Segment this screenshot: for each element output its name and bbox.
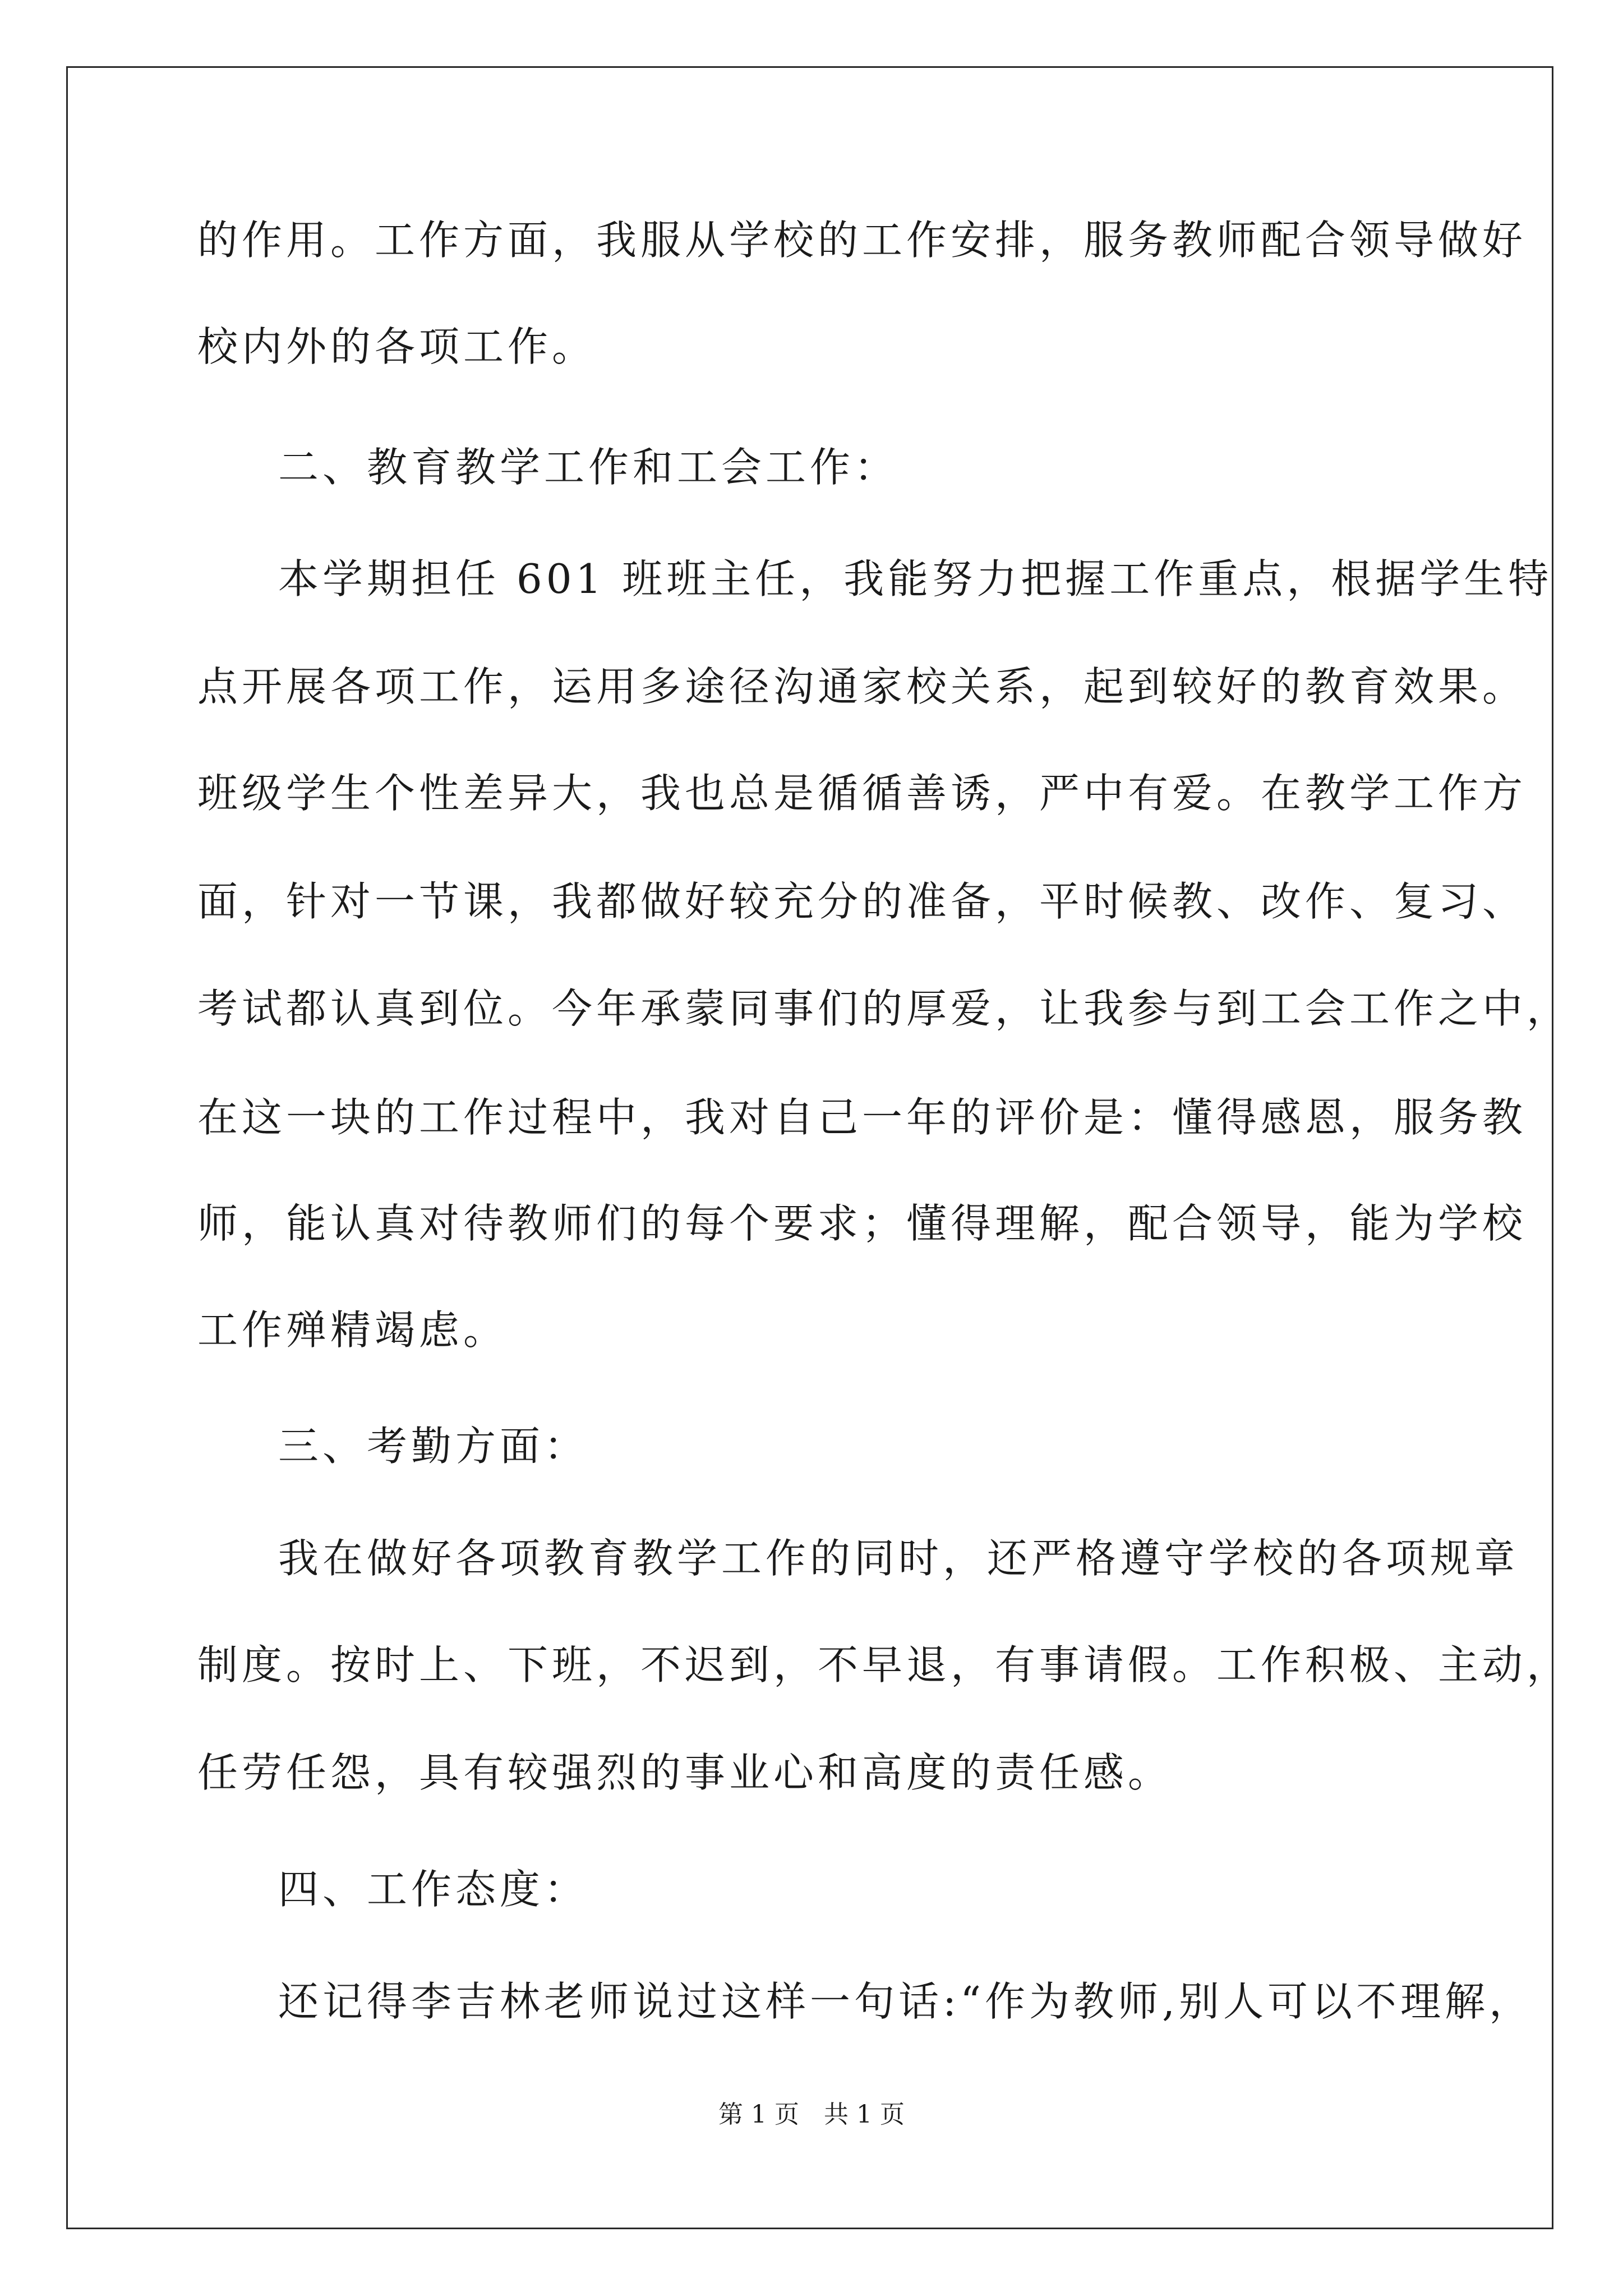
paragraph-line: 师，能认真对待教师们的每个要求；懂得理解，配合领导，能为学校 [197,1200,1527,1247]
paragraph-line: 还记得李吉林老师说过这样一句话:“作为教师,别人可以不理解， [278,1978,1533,2025]
paragraph-line: 的作用。工作方面，我服从学校的工作安排，服务教师配合领导做好 [197,217,1527,264]
paragraph-line: 点开展各项工作，运用多途径沟通家校关系，起到较好的教育效果。 [197,663,1527,710]
paragraph-line: 面，针对一节课，我都做好较充分的准备，平时候教、改作、复习、 [197,878,1527,925]
paragraph-line: 我在做好各项教育教学工作的同时，还严格遵守学校的各项规章 [278,1535,1519,1582]
paragraph-line: 任劳任怨，具有较强烈的事业心和高度的责任感。 [197,1749,1173,1796]
section-heading: 四、工作态度： [278,1866,589,1913]
paragraph-line: 在这一块的工作过程中，我对自己一年的评价是：懂得感恩，服务教 [197,1094,1527,1141]
paragraph-line: 工作殚精竭虑。 [197,1306,508,1354]
paragraph-line: 班级学生个性差异大，我也总是循循善诱，严中有爱。在教学工作方 [197,770,1527,817]
section-heading: 三、考勤方面： [278,1423,589,1470]
paragraph-line: 考试都认真到位。今年承蒙同事们的厚爱，让我参与到工会工作之中， [197,985,1571,1032]
paragraph-line: 制度。按时上、下班，不迟到，不早退，有事请假。工作积极、主动， [197,1641,1571,1688]
section-heading: 二、教育教学工作和工会工作： [278,444,899,491]
paragraph-line: 本学期担任 601 班班主任，我能努力把握工作重点，根据学生特 [278,555,1553,602]
page-number-footer: 第 1 页 共 1 页 [718,2100,905,2129]
paragraph-line: 校内外的各项工作。 [197,323,597,370]
